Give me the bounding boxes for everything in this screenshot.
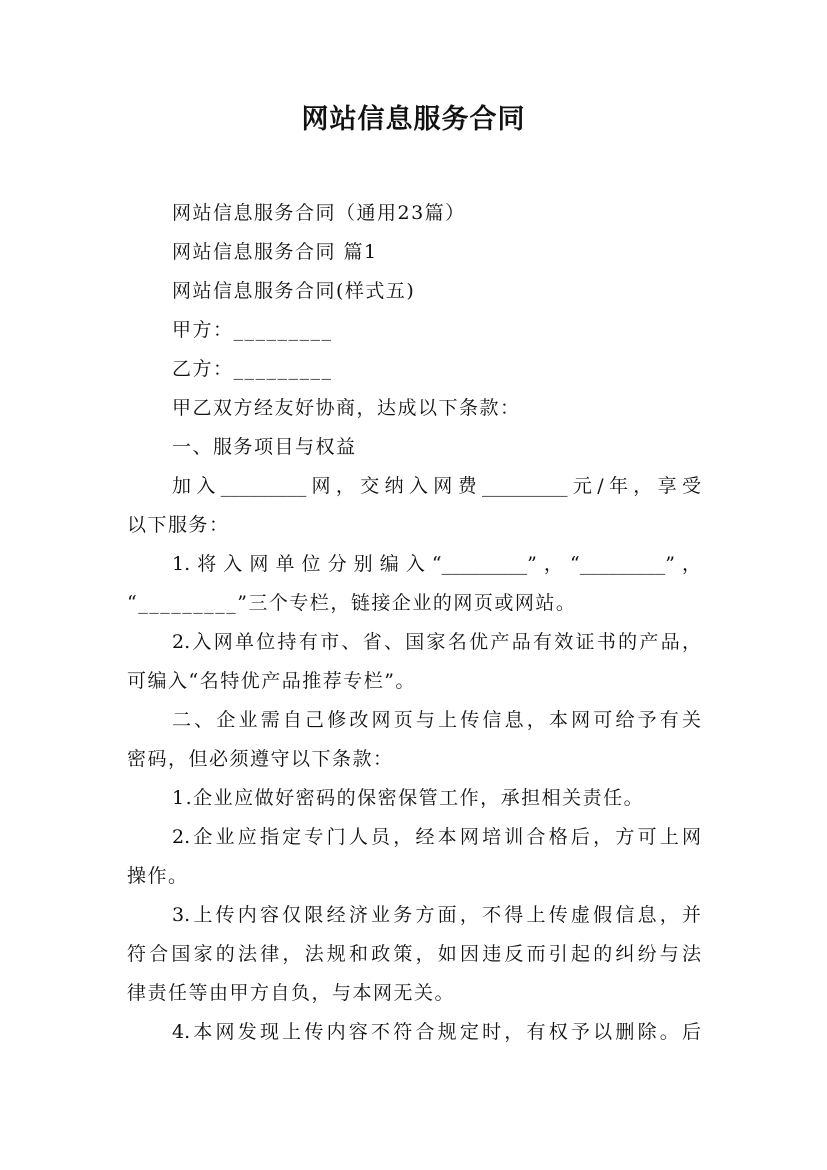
party-b-line: 乙方：_________ xyxy=(172,358,333,380)
text-line: 操作。 xyxy=(127,865,189,887)
text-line: 3.上传内容仅限经济业务方面，不得上传虚假信息，并 xyxy=(172,904,701,926)
text-line: 加入_________网，交纳入网费_________元/年，享受 xyxy=(172,475,701,497)
text-line: 2.入网单位持有市、省、国家名优产品有效证书的产品， xyxy=(172,631,701,653)
text-line: 甲乙双方经友好协商，达成以下条款： xyxy=(172,397,521,419)
section-heading-line: 网站信息服务合同 篇1 xyxy=(172,241,378,263)
party-a-line: 甲方：_________ xyxy=(172,319,333,341)
text-line: 网站信息服务合同(样式五) xyxy=(172,280,416,302)
text-line: 2.企业应指定专门人员，经本网培训合格后，方可上网 xyxy=(172,826,701,848)
text-line: 4.本网发现上传内容不符合规定时，有权予以删除。后 xyxy=(172,1021,701,1043)
text-line: 1.企业应做好密码的保密保管工作，承担相关责任。 xyxy=(172,787,645,809)
text-line: “_________”三个专栏，链接企业的网页或网站。 xyxy=(127,592,577,614)
text-line: 以下服务： xyxy=(127,514,230,536)
doc-subtitle-line: 网站信息服务合同（通用23篇） xyxy=(172,202,466,224)
text-line: 符合国家的法律，法规和政策，如因违反而引起的纠纷与法 xyxy=(127,943,701,965)
text-line: 1.将入网单位分别编入“_________”，“_________”， xyxy=(172,553,701,575)
text-line: 可编入“名特优产品推荐专栏”。 xyxy=(127,670,416,692)
text-line: 密码，但必须遵守以下条款： xyxy=(127,748,394,770)
clause-heading-line: 二、企业需自己修改网页与上传信息，本网可给予有关 xyxy=(172,709,701,731)
text-line: 律责任等由甲方自负，与本网无关。 xyxy=(127,982,456,1004)
clause-heading-line: 一、服务项目与权益 xyxy=(172,436,357,458)
document-title: 网站信息服务合同 xyxy=(301,104,526,135)
